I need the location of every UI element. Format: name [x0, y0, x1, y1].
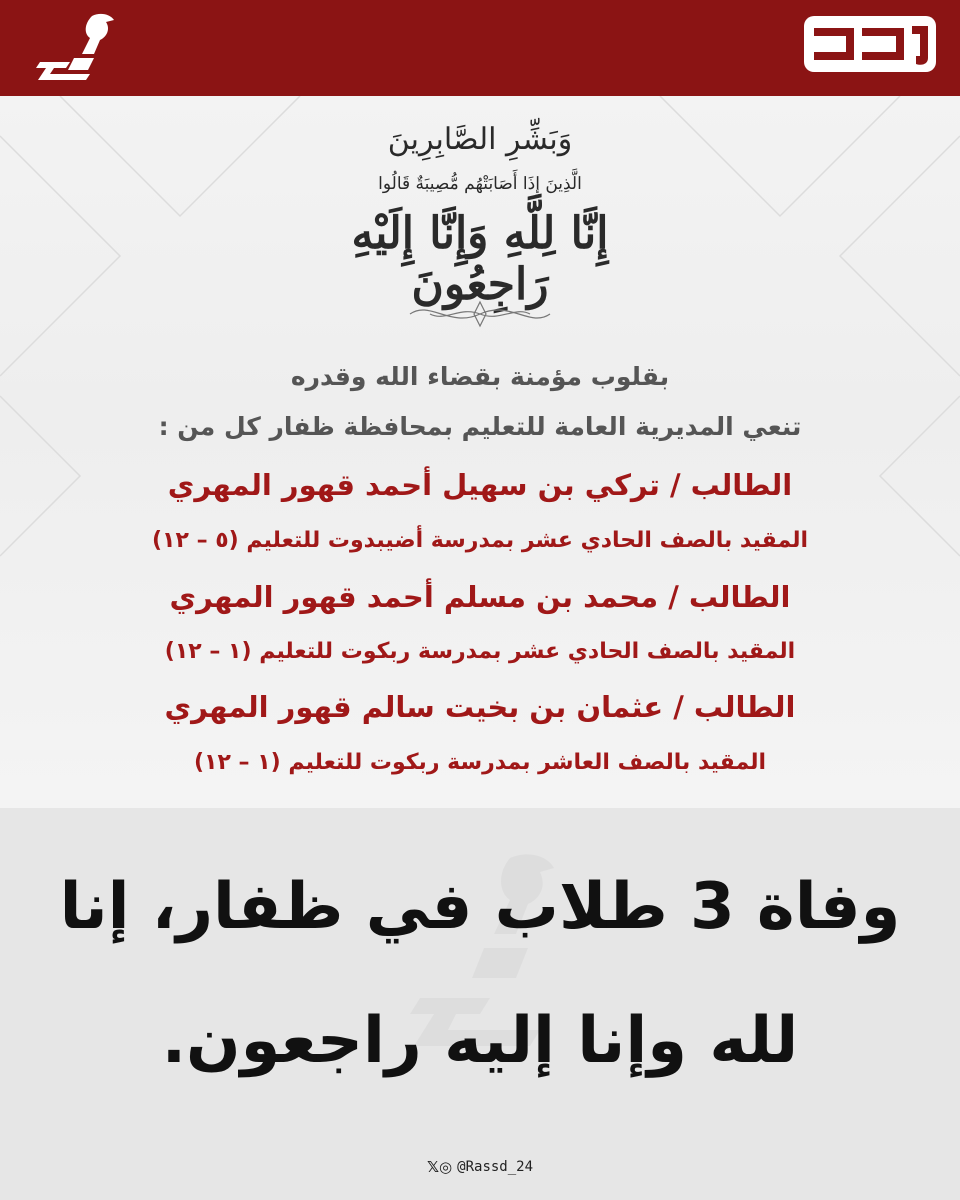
student-detail-2: المقيد بالصف الحادي عشر بمدرسة ربكوت للتعليم (١ – ١٢) — [164, 639, 796, 664]
headline-panel — [0, 808, 960, 1200]
x-instagram-icon: 𝕏◎ — [426, 1158, 453, 1176]
student-name-2: الطالب / محمد بن مسلم أحمد قهور المهري — [169, 580, 791, 614]
verse-line-1: وَبَشِّرِ الصَّابِرِينَ — [387, 122, 573, 157]
headline-line-2: لله وإنا إليه راجعون. — [161, 1004, 799, 1078]
intro-line-2: تنعي المديرية العامة للتعليم بمحافظة ظفار كل من : — [158, 412, 802, 441]
social-handle[interactable] — [380, 1154, 580, 1180]
headline-line-1: وفاة 3 طلاب في ظفار، إنا — [59, 870, 901, 944]
rassd-wordmark-icon — [800, 10, 940, 78]
student-name-1: الطالب / تركي بن سهيل أحمد قهور المهري — [167, 468, 793, 502]
top-bar — [0, 0, 960, 96]
handle-text: @Rassd_24 — [457, 1159, 534, 1175]
rassd-bird-icon — [30, 10, 125, 88]
ornament-icon — [400, 292, 560, 336]
verse-line-3: إِنَّا لِلَّهِ وَإِنَّا إِلَيْهِ رَاجِعُونَ — [351, 208, 609, 310]
student-detail-3: المقيد بالصف العاشر بمدرسة ربكوت للتعليم (١ – ١٢) — [193, 750, 767, 775]
student-detail-1: المقيد بالصف الحادي عشر بمدرسة أضيبدوت للتعليم (٥ – ١٢) — [151, 528, 809, 553]
student-name-3: الطالب / عثمان بن بخيت سالم قهور المهري — [164, 690, 796, 724]
condolence-card — [0, 96, 960, 808]
verse-line-2: الَّذِينَ إِذَا أَصَابَتْهُم مُّصِيبَةٌ قَالُوا — [378, 174, 582, 194]
intro-line-1: بقلوب مؤمنة بقضاء الله وقدره — [290, 362, 670, 391]
